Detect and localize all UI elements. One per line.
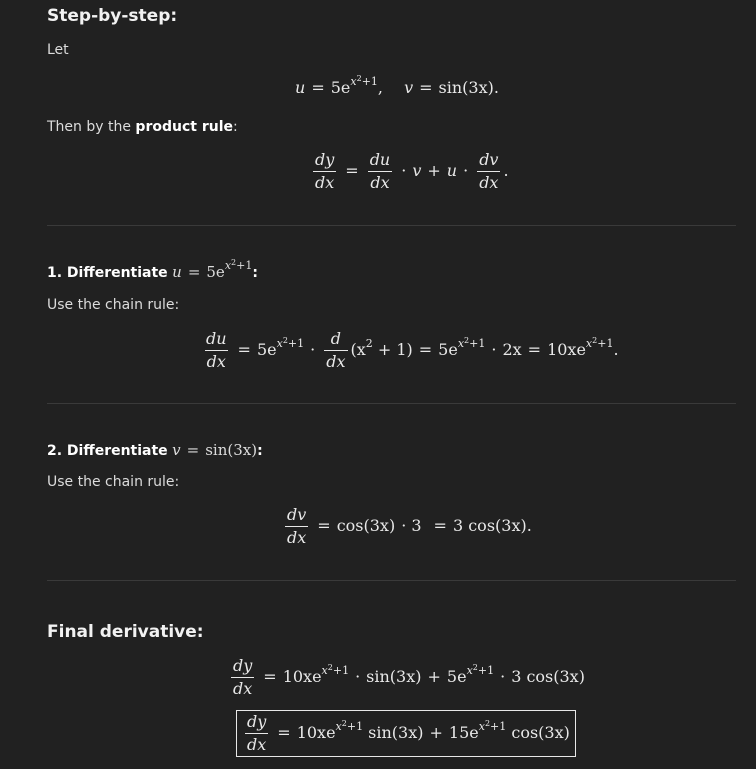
product-rule-equation: $\frac{dy}{dx}$ = $\frac{du}{dx}$ · v + u · $\frac{dv}{dx}$ . — [315, 150, 509, 192]
chain-rule-text-2: Use the chain rule: — [47, 474, 180, 490]
final-equation-expanded: $\frac{dy}{dx}$ = $10xe^{x^2+1} \cdot \sin(3x) + 5e^{x^2+1} \cdot 3$ cos(3x) — [233, 656, 585, 698]
let-text: Let — [47, 42, 69, 58]
product-rule-text: Then by the product rule: — [47, 119, 238, 135]
divider-1 — [47, 225, 736, 226]
step2-equation: $\frac{dv}{dx}$ = cos(3x) · 3 = 3 cos(3x). — [287, 505, 532, 547]
chain-rule-text-1: Use the chain rule: — [47, 297, 180, 313]
final-heading: Final derivative: — [47, 622, 204, 642]
divider-3 — [47, 580, 736, 581]
definition-equation: $u = 5e^{x^2+1}$, v = sin(3x). — [295, 74, 499, 97]
step2-heading: 2. Differentiate v = sin(3x): — [47, 441, 263, 459]
divider-2 — [47, 403, 736, 404]
step1-heading: 1. Differentiate $u = 5e^{x^2+1}$: — [47, 258, 258, 281]
final-answer-box: $\frac{dy}{dx}$ = $10xe^{x^2+1}$ $\sin(3x) + 15e^{x^2+1}$ cos(3x) — [236, 710, 576, 757]
step1-equation: $\frac{du}{dx}$ = $5e^{x^2+1}$ · $\frac{d}{dx}$ $(x^2 + 1) = 5e^{x^2+1} \cdot 2x = 10xe^{x^2+1}$. — [206, 329, 619, 371]
steps-heading: Step-by-step: — [47, 6, 178, 26]
